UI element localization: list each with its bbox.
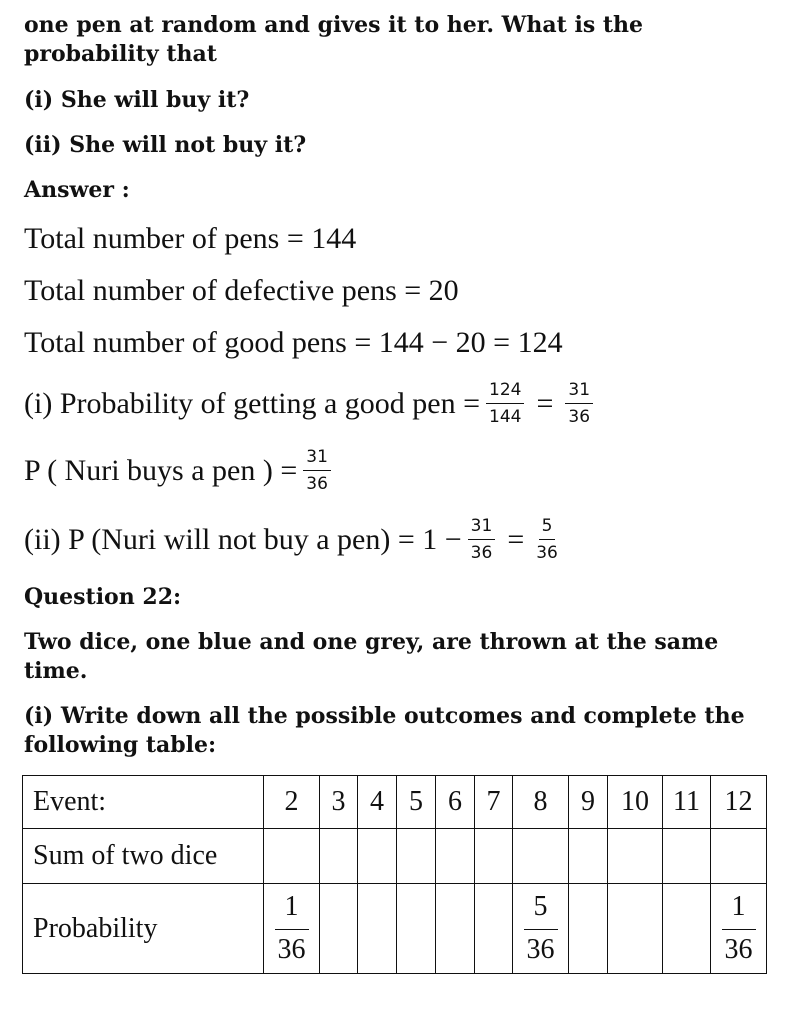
probability-fraction	[524, 891, 558, 966]
sum-cell	[320, 829, 358, 884]
event-cell: 6	[436, 776, 475, 829]
probability-cell	[513, 884, 569, 974]
sum-cell	[436, 829, 475, 884]
outcomes-table	[22, 775, 767, 974]
sum-cell	[513, 829, 569, 884]
fraction-denominator: 36	[277, 934, 306, 965]
intro-line-1: one pen at random and gives it to her. What is the	[24, 12, 644, 38]
fraction-denominator: 36	[470, 543, 493, 563]
event-cell: 11	[663, 776, 711, 829]
sum-cell	[608, 829, 663, 884]
equals-sign: =	[536, 386, 554, 420]
fraction-denominator: 36	[568, 407, 591, 427]
sum-cell	[475, 829, 513, 884]
probability-cell	[475, 884, 513, 974]
event-row-label: Event:	[23, 776, 264, 829]
p-not-fraction-1	[468, 516, 496, 563]
p-nuri-not-buy-line	[24, 516, 564, 563]
event-cell: 12	[711, 776, 767, 829]
p-not-fraction-2	[536, 516, 558, 563]
event-cell: 7	[475, 776, 513, 829]
probability-cell	[264, 884, 320, 974]
fraction-numerator: 5	[524, 891, 558, 930]
prob-good-fraction-1	[486, 380, 524, 427]
fraction-denominator: 144	[489, 407, 522, 427]
probability-cell	[436, 884, 475, 974]
prob-good-label: (i) Probability of getting a good pen =	[24, 386, 481, 420]
total-pens-line: Total number of pens = 144	[24, 222, 357, 255]
fraction-denominator: 36	[536, 543, 558, 563]
table-row-sum	[23, 829, 767, 884]
probability-cell	[663, 884, 711, 974]
sum-cell	[711, 829, 767, 884]
question-part-i: (i) She will buy it?	[24, 87, 250, 113]
fraction-numerator: 31	[468, 516, 496, 540]
equals-sign: =	[507, 522, 525, 556]
sum-cell	[358, 829, 397, 884]
defective-pens-line: Total number of defective pens = 20	[24, 274, 459, 307]
fraction-denominator: 36	[526, 934, 555, 965]
fraction-numerator: 5	[539, 516, 556, 540]
event-cell: 9	[569, 776, 608, 829]
prob-good-fraction-2	[565, 380, 593, 427]
fraction-numerator: 31	[565, 380, 593, 404]
probability-cell	[711, 884, 767, 974]
event-cell: 2	[264, 776, 320, 829]
sum-cell	[397, 829, 436, 884]
answer-label: Answer :	[24, 177, 130, 203]
question-22-part-i: (i) Write down all the possible outcomes and complete the following table:	[24, 703, 745, 758]
fraction-denominator: 36	[306, 474, 328, 494]
event-cell: 5	[397, 776, 436, 829]
event-cell: 3	[320, 776, 358, 829]
p-not-label: (ii) P (Nuri will not buy a pen) = 1 −	[24, 522, 462, 556]
probability-cell	[397, 884, 436, 974]
good-pens-line: Total number of good pens = 144 − 20 = 124	[24, 326, 563, 359]
event-cell: 4	[358, 776, 397, 829]
probability-cell	[569, 884, 608, 974]
probability-cell	[608, 884, 663, 974]
probability-fraction	[275, 891, 309, 966]
event-cell: 8	[513, 776, 569, 829]
sum-cell	[264, 829, 320, 884]
table-row-event	[23, 776, 767, 829]
question-22-heading: Question 22:	[24, 584, 182, 610]
probability-fraction	[722, 891, 756, 966]
fraction-numerator: 124	[486, 380, 524, 404]
question-22-statement: Two dice, one blue and one grey, are thrown at the same time.	[24, 629, 719, 684]
sum-row-label: Sum of two dice	[23, 829, 264, 884]
fraction-numerator: 1	[275, 891, 309, 930]
probability-cell	[320, 884, 358, 974]
fraction-numerator: 31	[303, 447, 331, 471]
prob-good-pen-line	[24, 380, 599, 427]
intro-line-2: probability that	[24, 41, 217, 67]
probability-row-label: Probability	[23, 884, 264, 974]
event-cell: 10	[608, 776, 663, 829]
question-part-ii: (ii) She will not buy it?	[24, 132, 307, 158]
table-row-probability	[23, 884, 767, 974]
p-buys-fraction	[303, 447, 331, 494]
fraction-numerator: 1	[722, 891, 756, 930]
p-nuri-buys-line	[24, 447, 337, 494]
sum-cell	[663, 829, 711, 884]
probability-cell	[358, 884, 397, 974]
p-buys-label: P ( Nuri buys a pen ) =	[24, 453, 298, 487]
sum-cell	[569, 829, 608, 884]
fraction-denominator: 36	[724, 934, 753, 965]
